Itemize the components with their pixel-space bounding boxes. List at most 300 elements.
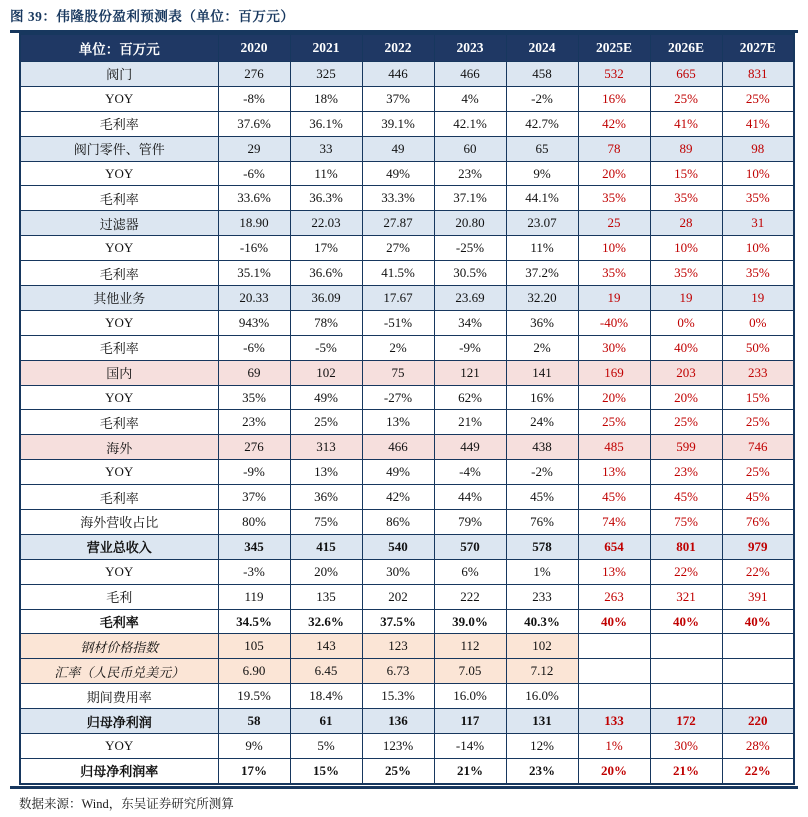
value-cell: 203 (650, 360, 722, 385)
value-cell: 25% (722, 86, 794, 111)
value-cell: 23.07 (506, 211, 578, 236)
value-cell: 37.5% (362, 609, 434, 634)
value-cell: 21% (650, 758, 722, 783)
value-cell: 345 (218, 534, 290, 559)
table-row (20, 559, 794, 584)
value-cell: 37% (362, 86, 434, 111)
value-cell: 141 (506, 360, 578, 385)
value-cell: 6% (434, 559, 506, 584)
table-row (20, 584, 794, 609)
value-cell: 25% (578, 410, 650, 435)
row-label: YOY (20, 385, 218, 410)
value-cell: 41.5% (362, 261, 434, 286)
table-row (20, 261, 794, 286)
row-label: 毛利 (20, 584, 218, 609)
value-cell: 40% (650, 335, 722, 360)
value-cell: 25% (290, 410, 362, 435)
value-cell: 0% (650, 310, 722, 335)
value-cell: 135 (290, 584, 362, 609)
value-cell: 49% (362, 460, 434, 485)
profit-forecast-table (19, 33, 795, 785)
value-cell: 44.1% (506, 186, 578, 211)
value-cell: 5% (290, 734, 362, 759)
column-header-2021: 2021 (290, 34, 362, 62)
value-cell: -2% (506, 460, 578, 485)
value-cell: 32.6% (290, 609, 362, 634)
value-cell: 746 (722, 435, 794, 460)
row-label: YOY (20, 734, 218, 759)
row-label: 国内 (20, 360, 218, 385)
column-header-2026e: 2026E (650, 34, 722, 62)
value-cell: 123% (362, 734, 434, 759)
row-label: YOY (20, 86, 218, 111)
value-cell: 33.6% (218, 186, 290, 211)
value-cell: 33.3% (362, 186, 434, 211)
table-row (20, 435, 794, 460)
value-cell: 21% (434, 410, 506, 435)
value-cell: 37.1% (434, 186, 506, 211)
value-cell: 321 (650, 584, 722, 609)
value-cell: 16% (578, 86, 650, 111)
table-row (20, 86, 794, 111)
value-cell: 136 (362, 709, 434, 734)
value-cell: 102 (506, 634, 578, 659)
table-row (20, 460, 794, 485)
value-cell: 7.05 (434, 659, 506, 684)
value-cell: 36.6% (290, 261, 362, 286)
value-cell: 36% (506, 310, 578, 335)
value-cell: 37% (218, 485, 290, 510)
table-row (20, 186, 794, 211)
value-cell: 220 (722, 709, 794, 734)
value-cell: 276 (218, 435, 290, 460)
value-cell: 943% (218, 310, 290, 335)
value-cell: -51% (362, 310, 434, 335)
value-cell: 979 (722, 534, 794, 559)
value-cell: 40% (650, 609, 722, 634)
value-cell: 34% (434, 310, 506, 335)
value-cell: 13% (578, 559, 650, 584)
table-row (20, 709, 794, 734)
value-cell: 60 (434, 136, 506, 161)
table-row (20, 286, 794, 311)
value-cell: 35% (578, 186, 650, 211)
value-cell: 15.3% (362, 684, 434, 709)
row-label: 毛利率 (20, 609, 218, 634)
value-cell: 15% (722, 385, 794, 410)
value-cell: 35% (650, 261, 722, 286)
table-row (20, 310, 794, 335)
value-cell: 9% (506, 161, 578, 186)
value-cell: 35% (650, 186, 722, 211)
value-cell: 42.1% (434, 111, 506, 136)
table-row (20, 609, 794, 634)
value-cell: 17% (218, 758, 290, 783)
table-row (20, 734, 794, 759)
value-cell: 24% (506, 410, 578, 435)
value-cell: 1% (578, 734, 650, 759)
row-label: 汇率（人民币兑美元） (20, 659, 218, 684)
column-header-2025e: 2025E (578, 34, 650, 62)
column-header-2023: 2023 (434, 34, 506, 62)
value-cell: 42% (578, 111, 650, 136)
value-cell: 20% (578, 161, 650, 186)
bottom-rule-divider (10, 786, 798, 789)
table-row (20, 211, 794, 236)
value-cell: 2% (506, 335, 578, 360)
value-cell: 117 (434, 709, 506, 734)
value-cell: 4% (434, 86, 506, 111)
value-cell: 13% (362, 410, 434, 435)
value-cell: -25% (434, 236, 506, 261)
figure-title: 图 39：伟隆股份盈利预测表（单位：百万元） (10, 9, 295, 24)
table-header-row (20, 34, 794, 62)
value-cell: 40.3% (506, 609, 578, 634)
value-cell: 570 (434, 534, 506, 559)
value-cell: 25% (722, 460, 794, 485)
value-cell: 10% (722, 236, 794, 261)
value-cell: 23% (650, 460, 722, 485)
value-cell: 20% (578, 385, 650, 410)
value-cell: 29 (218, 136, 290, 161)
value-cell: 32.20 (506, 286, 578, 311)
value-cell: 458 (506, 62, 578, 87)
value-cell: 20% (650, 385, 722, 410)
value-cell: 313 (290, 435, 362, 460)
value-cell: 36.3% (290, 186, 362, 211)
value-cell: 34.5% (218, 609, 290, 634)
value-cell: 15% (650, 161, 722, 186)
value-cell: 16.0% (434, 684, 506, 709)
value-cell: 143 (290, 634, 362, 659)
value-cell: 10% (650, 236, 722, 261)
value-cell: 169 (578, 360, 650, 385)
value-cell: -5% (290, 335, 362, 360)
value-cell: 222 (434, 584, 506, 609)
value-cell: 23% (434, 161, 506, 186)
value-cell: 449 (434, 435, 506, 460)
value-cell: -16% (218, 236, 290, 261)
value-cell: 578 (506, 534, 578, 559)
value-cell: 20% (290, 559, 362, 584)
row-label: 毛利率 (20, 186, 218, 211)
value-cell: 22% (722, 559, 794, 584)
row-label: 阀门零件、管件 (20, 136, 218, 161)
value-cell: 19 (722, 286, 794, 311)
value-cell: 18% (290, 86, 362, 111)
table-row (20, 161, 794, 186)
row-label: 期间费用率 (20, 684, 218, 709)
value-cell: 466 (434, 62, 506, 87)
row-label: 毛利率 (20, 111, 218, 136)
value-cell: 35% (578, 261, 650, 286)
value-cell: 79% (434, 510, 506, 535)
table-body (20, 62, 794, 784)
column-header-unit: 单位：百万元 (20, 34, 218, 62)
table-row (20, 485, 794, 510)
row-label: 海外营收占比 (20, 510, 218, 535)
row-label: 阀门 (20, 62, 218, 87)
column-header-2024: 2024 (506, 34, 578, 62)
value-cell: 28 (650, 211, 722, 236)
value-cell: 75 (362, 360, 434, 385)
value-cell: 25% (650, 86, 722, 111)
value-cell: 74% (578, 510, 650, 535)
value-cell: 69 (218, 360, 290, 385)
table-row (20, 634, 794, 659)
value-cell: 37.2% (506, 261, 578, 286)
row-label: 其他业务 (20, 286, 218, 311)
value-cell: 19 (578, 286, 650, 311)
value-cell (578, 684, 650, 709)
value-cell (650, 634, 722, 659)
value-cell: 20.33 (218, 286, 290, 311)
row-label: YOY (20, 559, 218, 584)
table-row (20, 534, 794, 559)
value-cell: 131 (506, 709, 578, 734)
value-cell (578, 659, 650, 684)
value-cell (722, 634, 794, 659)
value-cell: 11% (506, 236, 578, 261)
value-cell: 78% (290, 310, 362, 335)
table-row (20, 335, 794, 360)
value-cell: 27% (362, 236, 434, 261)
value-cell: 233 (722, 360, 794, 385)
value-cell: 89 (650, 136, 722, 161)
value-cell (722, 659, 794, 684)
value-cell: 98 (722, 136, 794, 161)
value-cell: 172 (650, 709, 722, 734)
value-cell: 540 (362, 534, 434, 559)
value-cell: 19 (650, 286, 722, 311)
table-row (20, 62, 794, 87)
value-cell: 65 (506, 136, 578, 161)
value-cell: 22.03 (290, 211, 362, 236)
row-label: 毛利率 (20, 410, 218, 435)
row-label: 毛利率 (20, 261, 218, 286)
value-cell: 17.67 (362, 286, 434, 311)
value-cell: 76% (722, 510, 794, 535)
value-cell: 13% (290, 460, 362, 485)
value-cell: 276 (218, 62, 290, 87)
value-cell: 37.6% (218, 111, 290, 136)
value-cell: 21% (434, 758, 506, 783)
value-cell: 18.90 (218, 211, 290, 236)
value-cell: 16% (506, 385, 578, 410)
value-cell: 25% (722, 410, 794, 435)
value-cell: 27.87 (362, 211, 434, 236)
value-cell: 31 (722, 211, 794, 236)
value-cell: 6.90 (218, 659, 290, 684)
value-cell: 446 (362, 62, 434, 87)
value-cell: 20% (578, 758, 650, 783)
value-cell: 30.5% (434, 261, 506, 286)
value-cell: 801 (650, 534, 722, 559)
value-cell: 36.1% (290, 111, 362, 136)
value-cell: 263 (578, 584, 650, 609)
value-cell: 36.09 (290, 286, 362, 311)
value-cell: 112 (434, 634, 506, 659)
value-cell: 391 (722, 584, 794, 609)
value-cell: 6.45 (290, 659, 362, 684)
value-cell: 654 (578, 534, 650, 559)
value-cell: 45% (722, 485, 794, 510)
value-cell: 35% (218, 385, 290, 410)
value-cell: 49 (362, 136, 434, 161)
row-label: 毛利率 (20, 485, 218, 510)
value-cell: 7.12 (506, 659, 578, 684)
value-cell: 40% (722, 609, 794, 634)
value-cell: 10% (578, 236, 650, 261)
value-cell: 62% (434, 385, 506, 410)
table-row (20, 236, 794, 261)
value-cell: 599 (650, 435, 722, 460)
column-header-2020: 2020 (218, 34, 290, 62)
value-cell: 61 (290, 709, 362, 734)
table-row (20, 385, 794, 410)
value-cell: 23.69 (434, 286, 506, 311)
value-cell: 86% (362, 510, 434, 535)
value-cell: 75% (650, 510, 722, 535)
value-cell: 28% (722, 734, 794, 759)
value-cell: -27% (362, 385, 434, 410)
value-cell: 20.80 (434, 211, 506, 236)
value-cell: 1% (506, 559, 578, 584)
value-cell: 9% (218, 734, 290, 759)
value-cell: -4% (434, 460, 506, 485)
value-cell: 123 (362, 634, 434, 659)
value-cell: 102 (290, 360, 362, 385)
value-cell: 121 (434, 360, 506, 385)
value-cell: 18.4% (290, 684, 362, 709)
value-cell: 202 (362, 584, 434, 609)
value-cell: 35% (722, 186, 794, 211)
column-header-2022: 2022 (362, 34, 434, 62)
column-header-2027e: 2027E (722, 34, 794, 62)
value-cell: 6.73 (362, 659, 434, 684)
value-cell: 58 (218, 709, 290, 734)
value-cell: 35% (722, 261, 794, 286)
value-cell: 831 (722, 62, 794, 87)
table-row (20, 111, 794, 136)
row-label: YOY (20, 460, 218, 485)
row-label: YOY (20, 161, 218, 186)
row-label: YOY (20, 236, 218, 261)
value-cell: 42.7% (506, 111, 578, 136)
value-cell: 325 (290, 62, 362, 87)
value-cell: 80% (218, 510, 290, 535)
value-cell: 233 (506, 584, 578, 609)
row-label: 营业总收入 (20, 534, 218, 559)
table-row (20, 758, 794, 783)
value-cell: 78 (578, 136, 650, 161)
table-row (20, 136, 794, 161)
value-cell: 485 (578, 435, 650, 460)
value-cell: -2% (506, 86, 578, 111)
value-cell: 133 (578, 709, 650, 734)
data-source-note: 数据来源：Wind，东吴证券研究所测算 (19, 797, 234, 811)
value-cell: 49% (290, 385, 362, 410)
value-cell: 41% (650, 111, 722, 136)
value-cell: -8% (218, 86, 290, 111)
value-cell: 40% (578, 609, 650, 634)
value-cell: 75% (290, 510, 362, 535)
value-cell: 45% (650, 485, 722, 510)
value-cell: 30% (362, 559, 434, 584)
row-label: 归母净利润 (20, 709, 218, 734)
table-row (20, 510, 794, 535)
value-cell: 50% (722, 335, 794, 360)
value-cell: -9% (434, 335, 506, 360)
value-cell: 15% (290, 758, 362, 783)
value-cell: -40% (578, 310, 650, 335)
value-cell: 10% (722, 161, 794, 186)
value-cell: 42% (362, 485, 434, 510)
value-cell: 36% (290, 485, 362, 510)
value-cell: 45% (506, 485, 578, 510)
value-cell: -3% (218, 559, 290, 584)
row-label: 毛利率 (20, 335, 218, 360)
table-row (20, 410, 794, 435)
value-cell: 19.5% (218, 684, 290, 709)
value-cell: 105 (218, 634, 290, 659)
table-row (20, 360, 794, 385)
value-cell (722, 684, 794, 709)
value-cell: 39.0% (434, 609, 506, 634)
value-cell: 41% (722, 111, 794, 136)
value-cell: 30% (578, 335, 650, 360)
table-row (20, 684, 794, 709)
value-cell: 23% (506, 758, 578, 783)
value-cell: 466 (362, 435, 434, 460)
value-cell: 532 (578, 62, 650, 87)
value-cell: 22% (722, 758, 794, 783)
value-cell: 665 (650, 62, 722, 87)
value-cell: 12% (506, 734, 578, 759)
value-cell: -9% (218, 460, 290, 485)
value-cell: 0% (722, 310, 794, 335)
row-label: 过滤器 (20, 211, 218, 236)
value-cell: 25% (650, 410, 722, 435)
value-cell: 415 (290, 534, 362, 559)
value-cell: -6% (218, 335, 290, 360)
value-cell: -14% (434, 734, 506, 759)
value-cell (650, 659, 722, 684)
value-cell: 16.0% (506, 684, 578, 709)
row-label: 海外 (20, 435, 218, 460)
value-cell: 33 (290, 136, 362, 161)
value-cell: 2% (362, 335, 434, 360)
value-cell: 76% (506, 510, 578, 535)
value-cell: 25% (362, 758, 434, 783)
value-cell: 39.1% (362, 111, 434, 136)
value-cell: 13% (578, 460, 650, 485)
value-cell: 30% (650, 734, 722, 759)
value-cell: 11% (290, 161, 362, 186)
value-cell: -6% (218, 161, 290, 186)
value-cell: 35.1% (218, 261, 290, 286)
value-cell: 45% (578, 485, 650, 510)
value-cell: 23% (218, 410, 290, 435)
value-cell: 49% (362, 161, 434, 186)
row-label: 归母净利润率 (20, 758, 218, 783)
value-cell (578, 634, 650, 659)
value-cell: 22% (650, 559, 722, 584)
table-row (20, 659, 794, 684)
value-cell: 44% (434, 485, 506, 510)
value-cell: 25 (578, 211, 650, 236)
value-cell: 17% (290, 236, 362, 261)
